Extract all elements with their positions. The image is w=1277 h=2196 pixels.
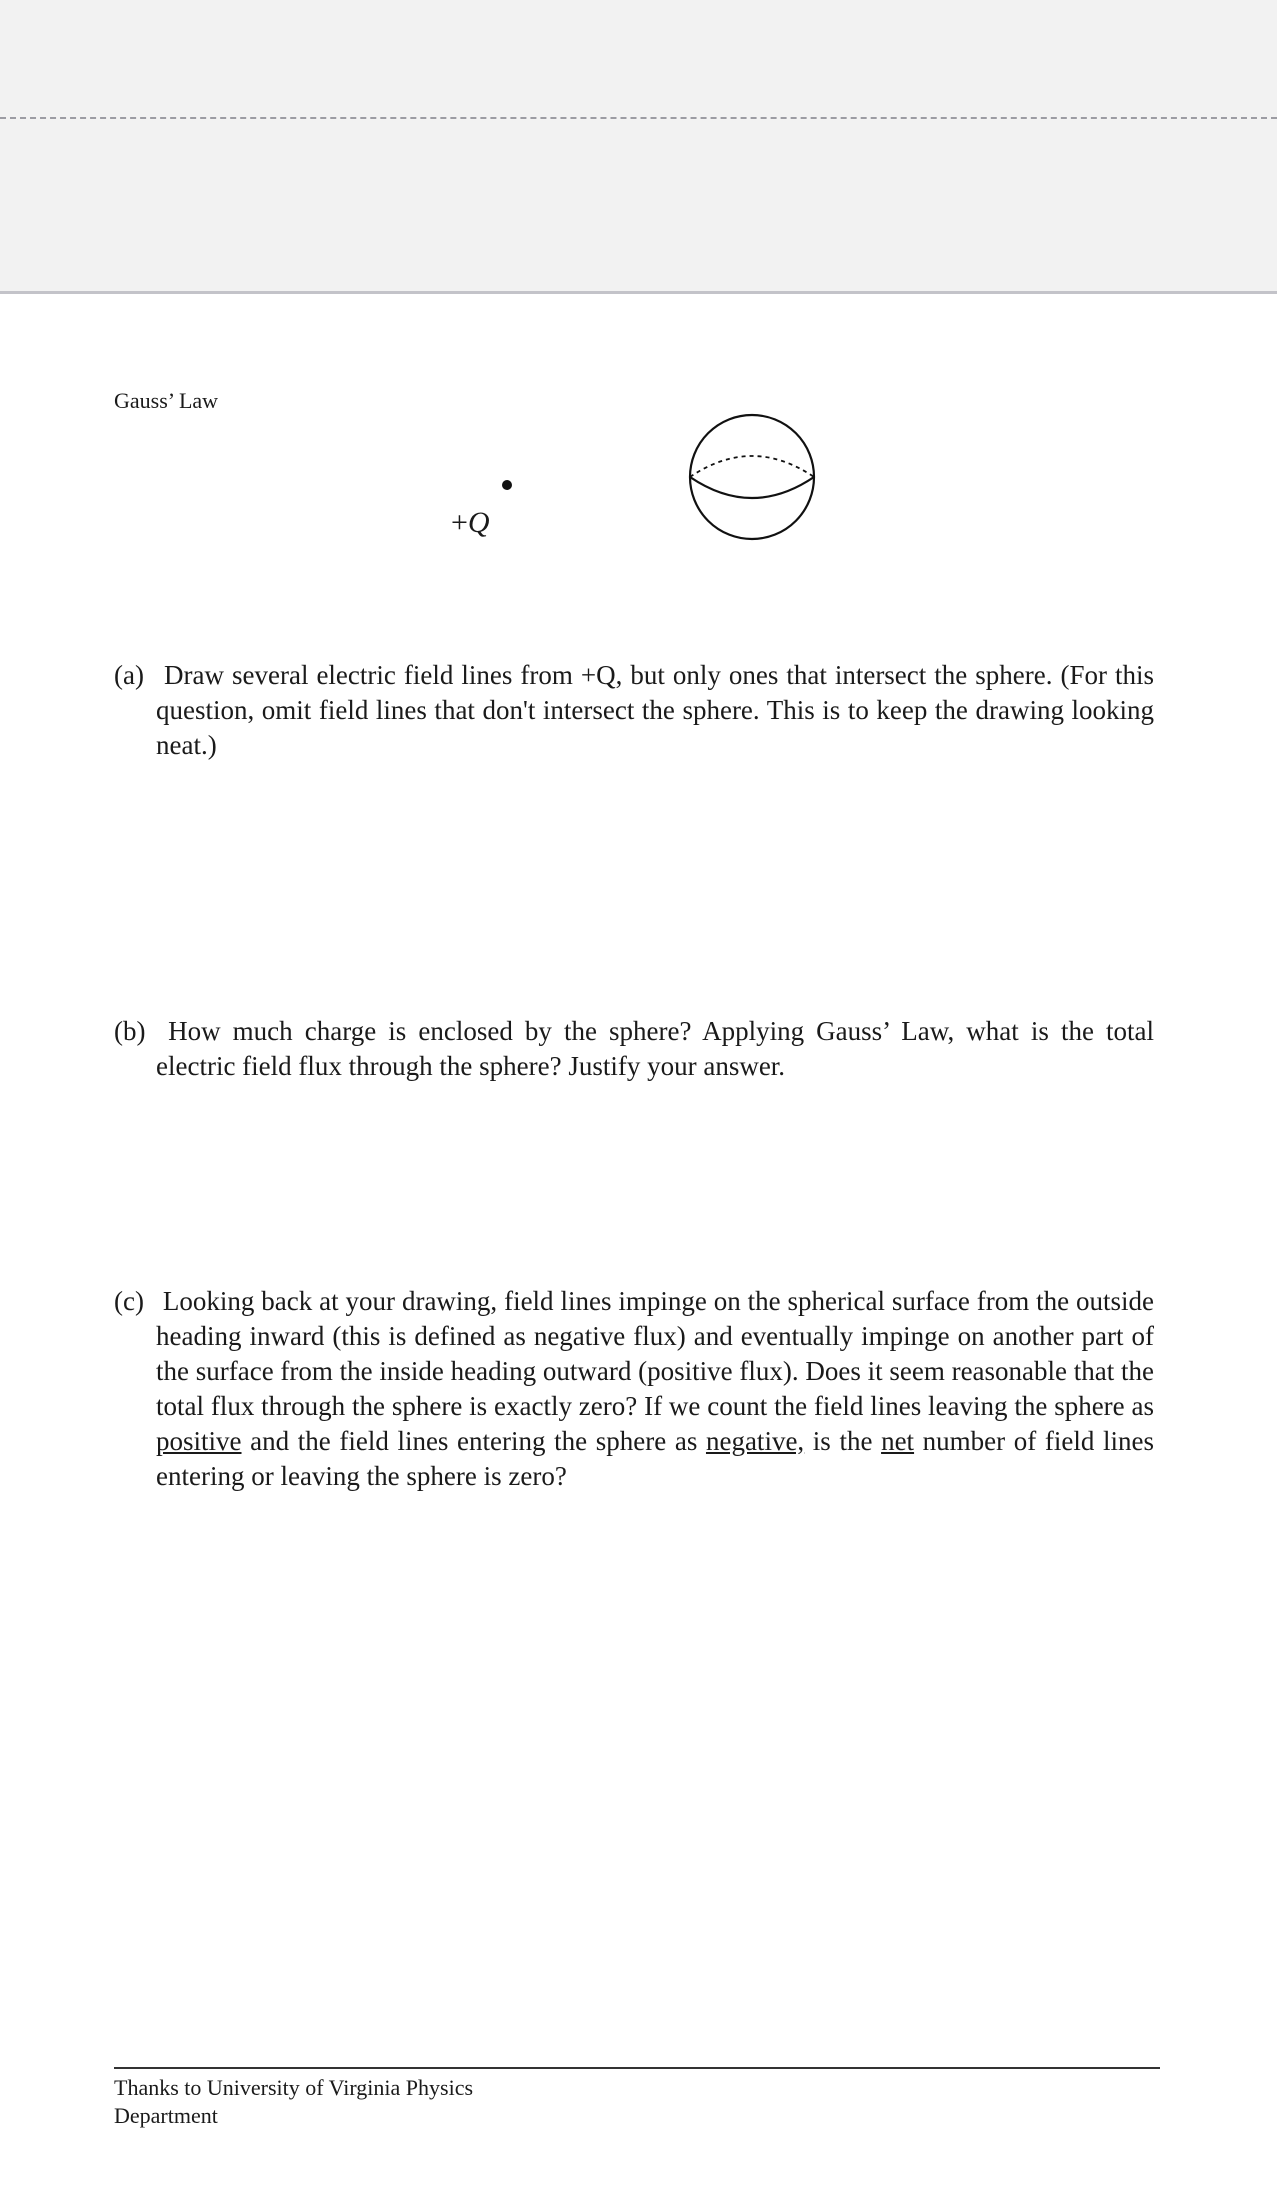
question-c-text-3: is the <box>804 1426 882 1456</box>
footer-credit: Thanks to University of Virginia Physics Department <box>114 2075 474 2128</box>
point-charge-dot <box>502 480 512 490</box>
question-a-text: Draw several electric field lines from +Q, but only ones that intersect the sphere. (For this question, omit field lines that don't intersect the sphere. This is to keep the drawing looking neat.) <box>156 660 1155 760</box>
charge-variable: Q <box>467 506 490 539</box>
document-page <box>0 294 1277 2196</box>
top-toolbar-area <box>0 0 1277 294</box>
question-a <box>114 658 1154 763</box>
question-b-tag: (b) <box>114 1016 146 1046</box>
sphere-drawing <box>690 415 814 539</box>
document-title: Gauss’ Law <box>114 388 219 413</box>
underlined-positive: positive <box>156 1426 242 1456</box>
question-c-text-1: Looking back at your drawing, field lines impinge on the spherical surface from the outside heading inward (this is defined as negative flux) and eventually impinge on another part of the surface from the inside heading outward (positive flux). Does it seem reasonable that the total flux through the sphere is exactly zero? If we count the field lines leaving the sphere as <box>156 1286 1155 1421</box>
question-c-tag: (c) <box>114 1286 144 1316</box>
question-b <box>114 1014 1154 1084</box>
charge-sign: + <box>451 506 468 539</box>
underlined-net: net <box>881 1426 915 1456</box>
gauss-law-figure <box>0 294 1277 594</box>
question-c-text-2: and the field lines entering the sphere as <box>241 1426 706 1456</box>
charge-label <box>451 506 490 540</box>
question-a-tag: (a) <box>114 660 144 690</box>
question-c <box>114 1284 1154 1494</box>
footer-rule <box>114 2067 1160 2069</box>
question-c-text-4: number of field lines entering or leaving the sphere is zero? <box>156 1426 1154 1491</box>
underlined-negative: negative, <box>705 1426 805 1456</box>
question-b-text: How much charge is enclosed by the sphere? Applying Gauss’ Law, what is the total electric field flux through the sphere? Justify your answer. <box>156 1016 1155 1081</box>
dashed-divider <box>0 117 1277 119</box>
